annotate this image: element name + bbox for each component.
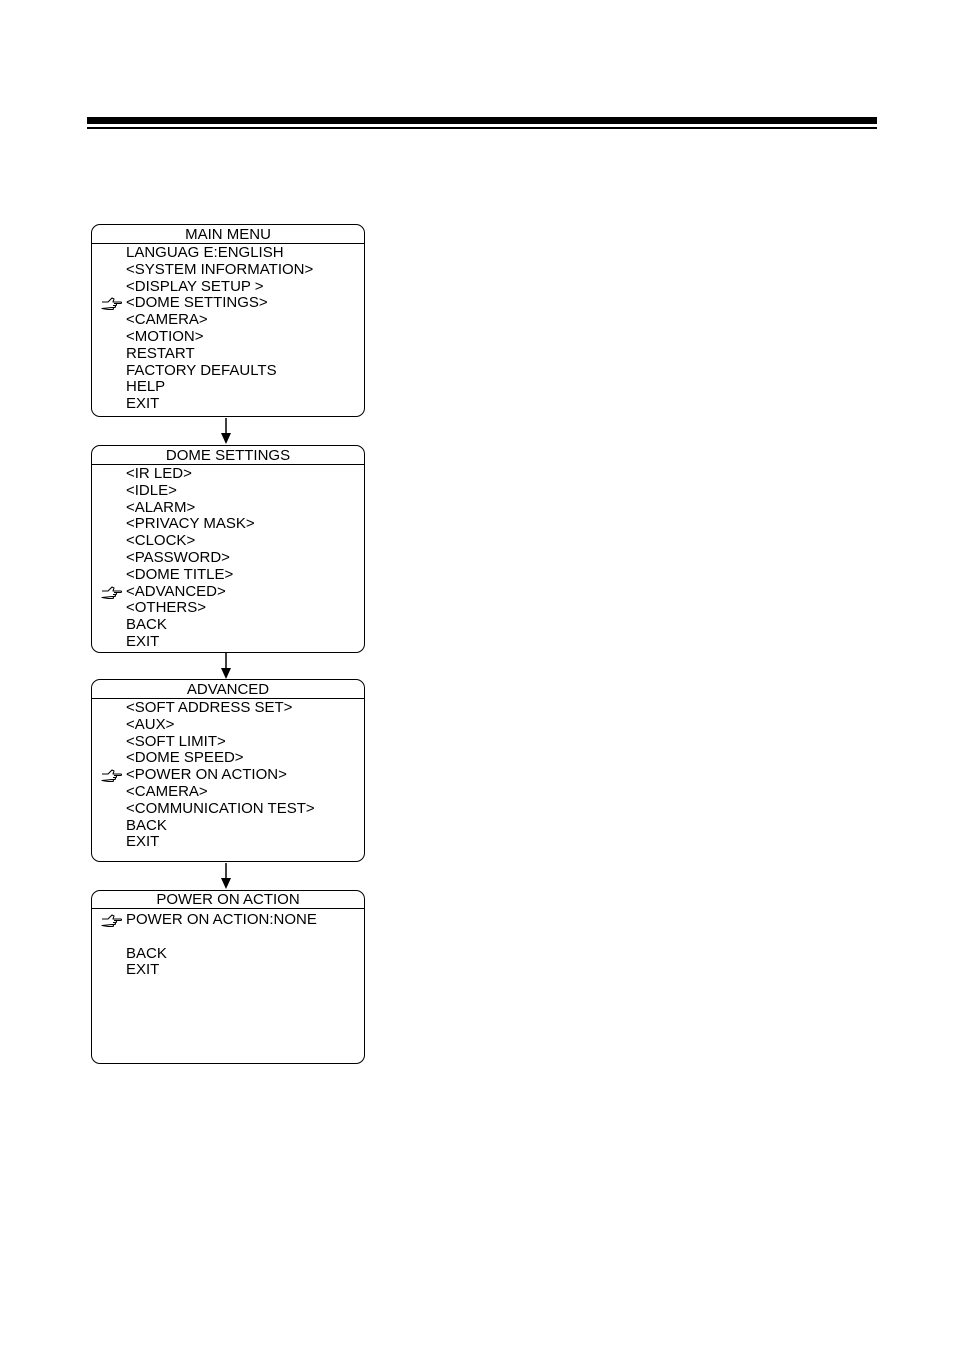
menu-item[interactable]: EXIT — [126, 395, 160, 413]
arrow-down-icon — [220, 863, 232, 889]
menu-item[interactable]: HELP — [126, 378, 166, 396]
pointing-hand-icon — [101, 913, 123, 928]
menu-title: POWER ON ACTION — [92, 891, 364, 909]
menu-item[interactable]: <OTHERS> — [126, 599, 207, 617]
arrow-down-icon — [220, 653, 232, 679]
menu-item[interactable]: <MOTION> — [126, 327, 204, 345]
menu-item[interactable]: <CAMERA> — [126, 782, 208, 800]
menu-list — [92, 244, 364, 413]
menu-item[interactable]: <IR LED> — [126, 465, 192, 482]
menu-item[interactable]: <DOME SETTINGS> — [92, 295, 364, 312]
header-rule-thin — [87, 127, 877, 129]
menu-item[interactable]: <IDLE> — [126, 481, 177, 499]
menu-item[interactable]: <ALARM> — [126, 498, 196, 516]
menu-item[interactable]: <PASSWORD> — [126, 548, 230, 566]
menu-item-spacer — [92, 929, 364, 946]
menu-title: MAIN MENU — [92, 225, 364, 244]
menu-list — [92, 699, 364, 851]
menu-item[interactable]: <DOME SPEED> — [126, 749, 244, 767]
header-rule-thick — [87, 117, 877, 124]
menu-item[interactable]: <SYSTEM INFORMATION> — [126, 260, 314, 278]
menu-item[interactable]: <CLOCK> — [126, 532, 196, 550]
menu-item[interactable]: EXIT — [126, 632, 160, 650]
menu-item[interactable]: <POWER ON ACTION> — [92, 767, 364, 784]
main-menu-box — [91, 224, 365, 417]
menu-item[interactable]: EXIT — [126, 961, 160, 979]
menu-item[interactable]: <DOME TITLE> — [126, 565, 234, 583]
pointing-hand-icon — [101, 296, 123, 311]
menu-title: ADVANCED — [92, 680, 364, 699]
menu-item[interactable]: BACK — [126, 816, 167, 834]
advanced-menu-box — [91, 679, 365, 862]
menu-list — [92, 465, 364, 651]
menu-item[interactable]: <SOFT ADDRESS SET> — [126, 699, 293, 716]
menu-item[interactable]: LANGUAG E:ENGLISH — [126, 244, 284, 261]
menu-title: DOME SETTINGS — [92, 446, 364, 465]
menu-item[interactable]: <COMMUNICATION TEST> — [126, 799, 315, 817]
power-on-action-menu-box — [91, 890, 365, 1064]
menu-item[interactable]: RESTART — [126, 344, 195, 362]
menu-item[interactable]: <AUX> — [126, 715, 175, 733]
menu-item[interactable]: <PRIVACY MASK> — [126, 515, 255, 533]
menu-list — [92, 909, 364, 979]
menu-item[interactable]: BACK — [126, 616, 167, 634]
menu-item[interactable]: POWER ON ACTION:NONE — [92, 912, 364, 929]
pointing-hand-icon — [101, 585, 123, 600]
menu-item[interactable]: BACK — [126, 944, 167, 962]
menu-item[interactable]: <DISPLAY SETUP > — [126, 277, 264, 295]
arrow-down-icon — [220, 418, 232, 444]
dome-settings-menu-box — [91, 445, 365, 653]
pointing-hand-icon — [101, 768, 123, 783]
menu-item[interactable]: <SOFT LIMIT> — [126, 732, 226, 750]
menu-item[interactable]: EXIT — [126, 833, 160, 851]
menu-item[interactable]: <CAMERA> — [126, 311, 208, 329]
menu-item[interactable]: FACTORY DEFAULTS — [126, 361, 277, 379]
menu-item[interactable]: <ADVANCED> — [92, 584, 364, 601]
